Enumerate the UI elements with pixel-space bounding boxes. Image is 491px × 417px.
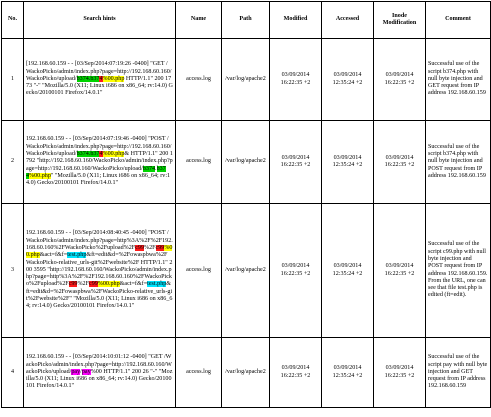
path-cell: /var/log/apache2 [222,39,270,121]
row-number: 2 [2,121,24,204]
highlighted-fragment: test.php [67,252,87,259]
header-no: No. [2,2,24,39]
header-path: Path [222,2,270,39]
highlighted-fragment: b374.b37 [76,75,100,82]
hint-text-fragment: . [155,165,157,172]
highlighted-fragment: c99 [68,281,78,288]
comment-cell: Successful use of the script c99.php with null byte injection and POST request from IP address 192.168.60.159. From the URL, one can see that file test.php is edited (ft=edit). [426,204,491,338]
hint-text-fragment: & HTTP/1.1" 200 1792 "http://192.168.60.160/WackoPicko/admin/index.php?page=http://192.168.60.160/WackoPicko/upload/ [26,151,173,172]
accessed-cell: 03/09/2014 12:35:24 +2 [322,338,374,408]
highlighted-fragment: c99 [155,244,165,251]
highlighted-fragment: pay [71,368,81,375]
table-row [2,39,491,121]
highlighted-fragment: c99 [135,244,145,251]
name-cell: access.log [176,121,222,204]
comment-cell: Successful use of the script b374.php with null byte injection and GET request from IP address 192.168.60.159 [426,39,491,121]
modified-cell: 03/09/2014 16:22:35 +2 [270,39,322,121]
highlighted-fragment: %00.php [26,244,173,259]
highlighted-fragment: %00.php [29,172,51,179]
highlighted-fragment: test.php [147,281,167,288]
hint-text-fragment: [192.168.60.159 - - [03/Sep/2014:07:19:26 -0400] "GET /WackoPicko/admin/index.php?page=http://192.168.60.160/WackoPicko/upload/ [26,61,172,82]
table-row [2,204,491,338]
hint-text-fragment: " "Mozilla/5.0 (X11; Linux i686 on x86_64; rv:14.0) Gecko/20100101 Firefox/14.0.1" [26,172,171,187]
row-number: 4 [2,338,24,408]
hint-text-fragment: HTTP/1.1" 200 1773 "-" "Mozilla/5.0 (X11; Linux i686 on x86_64; rv:14.0) Gecko/20100101 Firefox/14.0.1" [26,75,173,97]
row-number: 1 [2,39,24,121]
name-cell: access.log [176,338,222,408]
hint-text-fragment: &ft=edit&d=%2Fowaspbwa%2FWackoPicko-relative_urls-git%2Fwebsite%2F" "Mozilla/5.0 (X11; Linux i686 on x86_64; rv:14.0) Gecko/20100101 Firefox/14.0.1" [26,281,173,310]
hint-text-fragment: 192.168.60.159 - - [03/Sep/2014:10:01:12 -0400] "GET /WackoPicko/admin/index.php?page=http://192.168.60.160/WackoPicko/upload/ [26,354,172,375]
hint-text-fragment: %00 HTTP/1.1" 200 26 "-" "Mozilla/5.0 (X11; Linux i686 on x86_64; rv:14.0) Gecko/20100101 Firefox/14.0.1" [26,368,173,390]
header-accessed: Accessed [322,2,374,39]
comment-cell: Successful use of the script pay with null byte injection and GET request from IP address 192.168.60.159 [426,338,491,408]
hint-text-fragment: 192.168.60.159 - - [03/Sep/2014:07:19:46 -0400] "POST /WackoPicko/admin/index.php?page=http://192.168.60.160/WackoPicko/upload/ [26,136,172,158]
hint-text-fragment: %2F [144,244,156,251]
inode-cell: 03/09/2014 16:22:35 +2 [374,204,426,338]
header-modified: Modified [270,2,322,39]
accessed-cell: 03/09/2014 12:35:24 +2 [322,39,374,121]
hint-text-fragment: &act=f&f= [119,281,148,288]
header-name: Name [176,2,222,39]
highlighted-fragment: 4 [99,75,103,82]
inode-cell: 03/09/2014 16:22:35 +2 [374,121,426,204]
search-hint-cell [24,204,176,338]
table-row [2,338,491,408]
row-number: 3 [2,204,24,338]
evidence-table [1,1,491,408]
highlighted-fragment: pay [81,368,91,375]
highlighted-fragment: %00.php [97,281,120,288]
header-row [2,2,491,39]
name-cell: access.log [176,204,222,338]
header-search-hints: Search hints [24,2,176,39]
header-inode-modification: Inode Modification [374,2,426,39]
path-cell: /var/log/apache2 [222,338,270,408]
highlighted-fragment: 4 [99,151,103,158]
path-cell: /var/log/apache2 [222,121,270,204]
highlighted-fragment: c99 [88,281,98,288]
modified-cell: 03/09/2014 16:22:35 +2 [270,204,322,338]
search-hint-cell [24,121,176,204]
highlighted-fragment: %00.php [102,151,125,158]
table-row [2,121,491,204]
accessed-cell: 03/09/2014 12:35:24 +2 [322,204,374,338]
hint-text-fragment: %2F [77,281,89,288]
highlighted-fragment: %00.php [102,75,125,82]
search-hint-cell [24,39,176,121]
inode-cell: 03/09/2014 16:22:35 +2 [374,338,426,408]
comment-cell: Successful use of the script b374.php with null byte injection and POST request from IP address 192.168.60.159 [426,121,491,204]
search-hint-cell [24,338,176,408]
path-cell: /var/log/apache2 [222,204,270,338]
hint-text-fragment: &act=f&f= [39,252,68,259]
highlighted-fragment: b374 [142,165,156,172]
accessed-cell: 03/09/2014 12:35:24 +2 [322,121,374,204]
name-cell: access.log [176,39,222,121]
highlighted-fragment: b374.b37 [76,151,100,158]
modified-cell: 03/09/2014 16:22:35 +2 [270,121,322,204]
inode-cell: 03/09/2014 16:22:35 +2 [374,39,426,121]
header-comment: Comment [426,2,491,39]
hint-text-fragment: &ft=edit&d=%2Fowaspbwa%2FWackoPicko-relative_urls-git%2Fwebsite%2F HTTP/1.1" 200 3595 "http://192.168.60.160/WackoPicko/admin/index.php?page=http%3A%2F%2F192.168.60.160%2FWackoPicko%2Fupload%2F [26,252,173,288]
hint-text-fragment: 192.168.60.159 - - [03/Sep/2014:08:40:45 -0400] "POST /WackoPicko/admin/index.php?page=http%3A%2F%2F192.168.60.160%2FWackoPicko%2Fupload%2F [26,230,173,251]
highlighted-fragment: b374 [26,165,166,179]
modified-cell: 03/09/2014 16:22:35 +2 [270,338,322,408]
